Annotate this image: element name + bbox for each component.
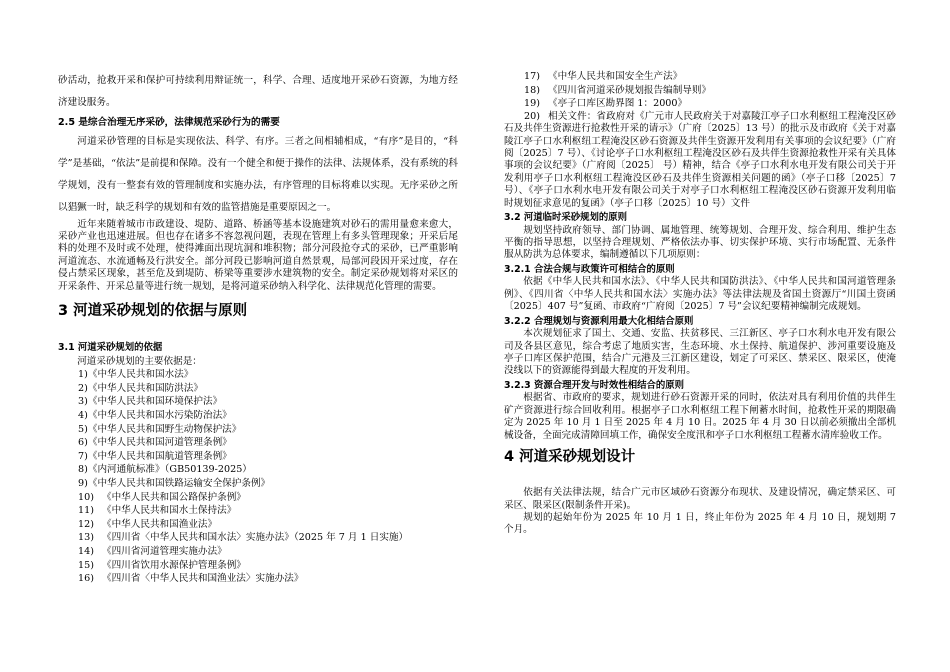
list-item (58, 559, 458, 573)
list-item (58, 450, 458, 464)
list-item-text: 《四川省〈中华人民共和国水法〉实施办法》（2025 年 7 月 1 日实施） (102, 532, 409, 544)
list-item-text: 《中华人民共和国河道管理条例》 (87, 437, 232, 449)
basis-list-left (58, 368, 458, 586)
section-3-2-paragraph: 规划坚持政府领导、部门协调、属地管理、统筹规划、合理开发、综合利用、维护生态平衡的指导思想，以坚持合理规划、严格依法办事、切实保护环境、实行市场配置、无条件服从防洪为总体要求，编制遵循以下几项原则： (504, 224, 896, 261)
list-item-number: 7) (78, 450, 88, 462)
list-item (504, 97, 896, 111)
list-item (58, 491, 458, 505)
list-item-number: 14) (78, 545, 94, 557)
list-item (58, 368, 458, 382)
section-3-2-3-heading: 3.2.3 资源合理开发与时效性相结合的原则 (504, 379, 684, 391)
list-item-number: 13) (78, 532, 94, 544)
list-item (58, 423, 458, 437)
list-item-text: 《亭子口库区勘界图 1：2000》 (548, 98, 688, 110)
list-item-text: 相关文件：省政府对《广元市人民政府关于对嘉陵江亭子口水利枢纽工程淹没区砂石及共伴生资源进行抢救性开采的请示》（广府〔2025〕13 号）的批示及市政府《关于对嘉陵江亭子口水利枢纽工程淹没区砂石资源及共伴生资源开发利用有关事项的会议纪要》（广府阅〔2025〕7 号）、《讨论亭子口水利枢纽工程淹没区砂石及共伴生资源抢救性开采有关具体事项的会议纪要》（广府阅〔2025〕 号）精神，结合《亭子口水利水电开发有限公司关于开发利用亭子口水利枢纽工程淹没区砂石及共伴生资源相关问题的函》（亭子口移〔2025〕7 号）、《亭子口水利水电开发有限公司关于对亭子口水利枢纽工程淹没区砂石资源开发利用临时规划征求意见的复函》（亭子口移〔2025〕10 号）文件 (504, 110, 896, 209)
list-item-text: 《中华人民共和国水法》 (87, 369, 194, 381)
basis-list-right (504, 70, 896, 111)
left-column (58, 70, 458, 586)
list-item (58, 477, 458, 491)
list-item (58, 395, 458, 409)
list-item-text: 《四川省饮用水源保护管理条例》 (102, 559, 246, 571)
right-column (504, 70, 896, 537)
list-item-number: 19) (524, 98, 540, 110)
section-3-1-heading: 3.1 河道采砂规划的依据 (58, 342, 163, 354)
list-item-text: 《中华人民共和国铁路运输安全保护条例》 (87, 477, 271, 489)
section-3-2-1-paragraph: 依据《中华人民共和国水法》、《中华人民共和国防洪法》、《中华人民共和国河道管理条例》、《四川省〈中华人民共和国水法〉实施办法》等法律法规及省国土资源厅“川国土资函〔2025〕407 号”复函、市政府“广府阅〔2025〕7 号”会议纪要精神编制完成规划。 (504, 276, 896, 313)
chapter-4-paragraph-2: 规划的起始年份为 2025 年 10 月 1 日，终止年份为 2025 年 4 月 10 日，规划期 7 个月。 (504, 511, 896, 536)
list-item-text: 《内河通航标准》（GB50139-2025） (87, 464, 252, 476)
list-item-number: 17) (524, 71, 540, 82)
section-3-2-1-heading: 3.2.1 合法合规与政策许可相结合的原则 (504, 263, 675, 275)
section-3-2-heading: 3.2 河道临时采砂规划的原则 (504, 212, 627, 224)
intro-paragraph: 砂活动，抢救开采和保护可持续利用辩证统一，科学、合理、适度地开采砂石资源，为地方经济建设服务。 (58, 75, 458, 108)
list-item-number: 2) (78, 382, 88, 394)
section-2-5-paragraph-1: 河道采砂管理的目标是实现依法、科学、有序。三者之间相辅相成，“有序”是目的，“科学”是基础，“依法”是前提和保障。没有一个健全和便于操作的法律、法规体系，没有系统的科学规划，没有一整套有效的管理制度和实施办法，有序管理的目标将难以实现。无序采砂之所以猖獗一时，缺乏科学的规划和有效的监管措施是重要原因之一。 (58, 135, 458, 213)
chapter-4-heading: 4 河道采砂规划设计 (504, 449, 636, 466)
list-item-number: 20) (524, 110, 540, 122)
list-item-text: 《四川省〈中华人民共和国渔业法〉实施办法》 (102, 573, 304, 585)
list-item (58, 436, 458, 450)
list-item-text: 《中华人民共和国水污染防治法》 (87, 410, 232, 421)
section-3-1-intro: 河道采砂规划的主要依据是： (77, 355, 202, 367)
section-2-5-paragraph-2: 近年来随着城市市政建设、堤防、道路、桥涵等基本设施建筑对砂石的需用量愈来愈大，采砂产业也迅速进展。但也存在诸多不容忽视问题，表现在管理上有多头管理现象；开采后尾料的处理不及时或不处理，使得滩面出现坑洞和堆积物；部分河段抢夺式的采砂，已严重影响河道流态、水流通畅及行洪安全。部分河段已影响河道自然景观，局部河段因开采过度，存在侵占禁采区现象，甚至危及到堤防、桥梁等重要涉水建筑物的安全。制定采砂规划将对采区的开采条件、开采总量等进行统一规划，是将河道采砂纳入科学化、法律规范化管理的需要。 (58, 218, 458, 292)
section-2-5-heading: 2.5 是综合治理无序采砂，法律规范采砂行为的需要 (58, 117, 280, 128)
list-item-text: 《中华人民共和国环境保护法》 (87, 396, 223, 408)
section-3-2-2-paragraph: 本次规划征求了国土、交通、安监、扶贫移民、三江新区、亭子口水利水电开发有限公司及各县区意见，综合考虑了地质实害，生态环境、水土保持、航道保护、涉河重要设施及亭子口库区保护范围，结合广元港及三江新区建设，划定了可采区、禁采区、限采区，使淹没线以下的资源能得到最大程度的开发利用。 (504, 328, 896, 377)
list-item (58, 545, 458, 559)
list-item-number: 9) (78, 477, 88, 489)
section-3-2-3-paragraph: 根据省、市政府的要求，规划进行砂石资源开采的同时，依法对具有利用价值的共伴生矿产资源进行综合回收利用。根据亭子口水利枢纽工程下闸蓄水时间，抢救性开采的期限确定为 2025 年 10 月 1 日至 2025 年 4 月 10 日。2025 年 4 月 30 日以前必须撤出全部机械设备，全面完成清障回填工作，确保安全度汛和亭子口水利枢纽工程蓄水清库验收工作。 (504, 392, 896, 441)
list-item-number: 10) (78, 491, 94, 503)
list-item-text: 《中华人民共和国水土保持法》 (102, 505, 237, 517)
list-item (504, 70, 896, 84)
list-item-number: 11) (78, 505, 94, 517)
list-item-number: 8) (78, 464, 88, 476)
list-item-number: 5) (78, 423, 88, 435)
list-item-text: 《四川省河道管理实施办法》 (102, 545, 227, 557)
chapter-3-heading: 3 河道采砂规划的依据与原则 (58, 303, 248, 320)
list-item-text: 《中华人民共和国渔业法》 (102, 518, 218, 530)
list-item-text: 《中华人民共和国航道管理条例》 (87, 450, 232, 462)
list-item-number: 15) (78, 559, 94, 571)
list-item-text: 《中华人民共和国野生动物保护法》 (87, 423, 242, 435)
chapter-4-paragraph-1: 依据有关法律法规，结合广元市区域砂石资源分布现状、及建设情况，确定禁采区、可采区、限采区(限制条件开采)。 (504, 487, 896, 511)
list-item (58, 531, 458, 545)
list-item (58, 572, 458, 586)
list-item-number: 6) (78, 437, 88, 449)
list-item-text: 《中华人民共和国公路保护条例》 (102, 491, 246, 503)
list-item (58, 518, 458, 532)
list-item-number: 1) (78, 369, 88, 381)
list-item (58, 504, 458, 518)
list-item-20 (504, 111, 896, 210)
list-item (58, 463, 458, 477)
list-item-number: 3) (78, 396, 88, 408)
list-item-number: 12) (78, 518, 94, 530)
list-item-text: 《中华人民共和国安全生产法》 (548, 71, 683, 82)
list-item (504, 84, 896, 98)
list-item-number: 16) (78, 573, 94, 585)
list-item (58, 382, 458, 396)
list-item (58, 409, 458, 423)
list-item-number: 4) (78, 410, 88, 421)
list-item-number: 18) (524, 84, 540, 96)
list-item-text: 《中华人民共和国防洪法》 (87, 382, 203, 394)
list-item-text: 《四川省河道采砂规划报告编制导则》 (548, 84, 712, 96)
section-3-2-2-heading: 3.2.2 合理规划与资源利用最大化相结合原则 (504, 315, 694, 327)
